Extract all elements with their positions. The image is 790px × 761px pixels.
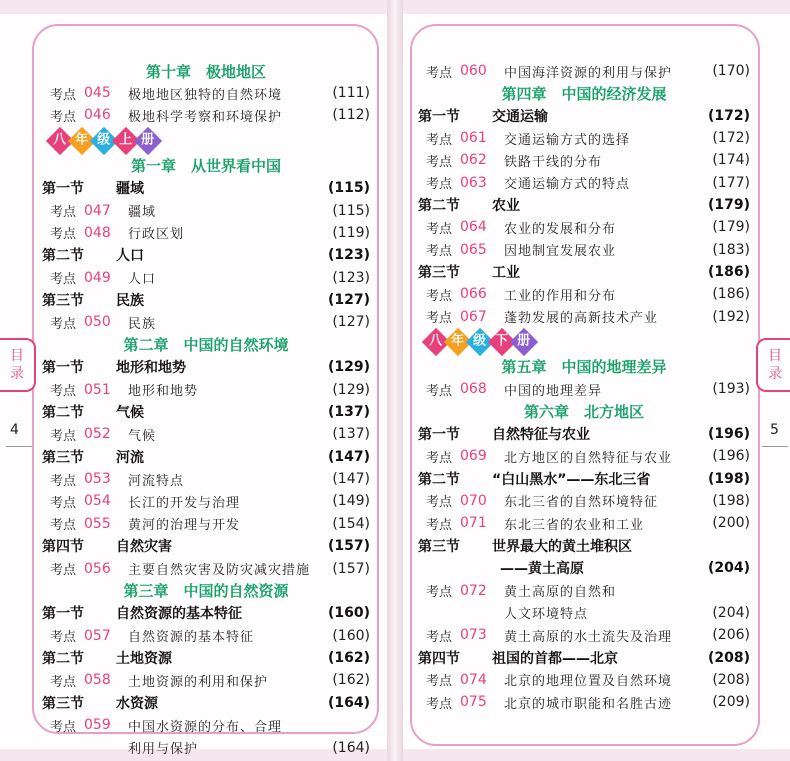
section-number: 第二节 (42, 651, 84, 668)
keypoint-title: 黄河的治理与开发 (128, 518, 241, 534)
keypoint-label: 考点 (426, 311, 453, 327)
keypoint-number: 050 (84, 314, 111, 331)
page-reference: (129) (327, 359, 370, 376)
keypoint-title: 北京的地理位置及自然环境 (504, 674, 673, 690)
toc-keypoint-entry[interactable] (418, 602, 750, 624)
keypoint-title: 黄土高原的水土流失及治理 (504, 629, 673, 645)
section-number: 第四节 (42, 539, 84, 556)
page-reference: (179) (712, 219, 750, 236)
keypoint-title: 农业的发展和分布 (504, 221, 617, 237)
section-number: 第一节 (418, 426, 460, 443)
grade-badge-char: 册 (141, 132, 155, 148)
keypoint-number: 065 (460, 241, 487, 258)
section-number: 第三节 (418, 538, 460, 555)
page-reference: (147) (327, 448, 370, 465)
keypoint-number: 045 (84, 85, 111, 102)
section-number: 第一节 (418, 108, 460, 125)
toc-section-entry[interactable] (418, 534, 750, 557)
grade-volume-badge (50, 129, 370, 153)
folio-rule (762, 446, 788, 447)
toc-keypoint-entry[interactable] (42, 490, 370, 512)
page-reference: (172) (712, 130, 750, 147)
keypoint-label: 考点 (426, 517, 453, 533)
grade-badge-diamond (134, 126, 162, 154)
page-reference: (162) (327, 650, 370, 667)
page-reference: (149) (332, 493, 370, 510)
keypoint-number: 067 (460, 308, 487, 325)
grade-badge-char: 八 (53, 132, 67, 148)
page-reference: (179) (707, 196, 750, 213)
toc-keypoint-entry[interactable] (42, 267, 370, 289)
side-tab-char: 目 (768, 348, 782, 364)
keypoint-label: 考点 (50, 495, 77, 511)
keypoint-label: 考点 (50, 473, 77, 489)
page-reference: (115) (332, 202, 370, 219)
toc-section-entry[interactable] (418, 194, 750, 217)
section-number: 第二节 (418, 471, 460, 488)
keypoint-title: 自然资源的基本特征 (128, 630, 255, 646)
toc-keypoint-entry[interactable] (418, 624, 750, 646)
toc-section-entry[interactable] (42, 692, 370, 715)
keypoint-title: 地形和地势 (128, 384, 199, 400)
chapter-heading: 第一章 从世界看中国 (130, 157, 281, 176)
keypoint-title: 工业的作用和分布 (504, 288, 617, 304)
toc-keypoint-entry[interactable] (42, 82, 370, 104)
grade-badge-char: 级 (97, 132, 111, 148)
keypoint-title: 铁路干线的分布 (504, 154, 603, 170)
keypoint-number: 075 (460, 694, 487, 711)
keypoint-title: 主要自然灾害及防灾减灾措施 (128, 563, 311, 579)
keypoint-label: 考点 (50, 563, 77, 579)
toc-keypoint-entry[interactable] (42, 625, 370, 647)
page-reference: (119) (332, 224, 370, 241)
toc-keypoint-entry[interactable] (418, 445, 750, 467)
book-gutter (387, 0, 403, 761)
right-toc-column (418, 60, 750, 713)
keypoint-title: 人口 (128, 272, 157, 288)
keypoint-label: 考点 (50, 518, 77, 534)
toc-keypoint-entry[interactable] (418, 127, 750, 149)
keypoint-number: 074 (460, 671, 487, 688)
side-tab-char: 录 (768, 366, 782, 382)
keypoint-number: 053 (84, 471, 111, 488)
keypoint-title: 黄土高原的自然和 (504, 585, 617, 601)
section-number: 第二节 (418, 197, 460, 214)
keypoint-number: 057 (84, 627, 111, 644)
page-reference: (174) (712, 152, 750, 169)
toc-section-entry[interactable] (42, 401, 370, 424)
keypoint-label: 考点 (50, 109, 77, 125)
toc-keypoint-entry[interactable] (42, 513, 370, 535)
page-reference: (200) (712, 515, 750, 532)
grade-badge-char: 册 (517, 333, 531, 349)
keypoint-number: 046 (84, 107, 111, 124)
toc-keypoint-entry[interactable] (418, 378, 750, 400)
side-tab-char: 录 (10, 366, 24, 382)
page-reference: (137) (332, 426, 370, 443)
toc-keypoint-entry[interactable] (42, 199, 370, 221)
section-title: 自然灾害 (116, 539, 172, 556)
page-reference: (186) (707, 264, 750, 281)
keypoint-number: 048 (84, 224, 111, 241)
toc-keypoint-entry[interactable] (418, 580, 750, 602)
keypoint-number: 063 (460, 174, 487, 191)
keypoint-label: 考点 (50, 428, 77, 444)
toc-keypoint-entry[interactable] (418, 691, 750, 713)
keypoint-number: 054 (84, 493, 111, 510)
toc-section-entry[interactable] (418, 104, 750, 127)
keypoint-title: 极地地区独特的自然环境 (128, 87, 283, 103)
contents-side-tab-right (756, 338, 790, 392)
page-reference: (160) (332, 627, 370, 644)
keypoint-title: 中国海洋资源的利用与保护 (504, 65, 673, 81)
keypoint-number: 060 (460, 63, 487, 80)
keypoint-number: 047 (84, 202, 111, 219)
section-number: 第一节 (42, 360, 84, 377)
section-number: 第三节 (42, 293, 84, 310)
keypoint-label: 考点 (426, 65, 453, 81)
keypoint-title: 东北三省的自然环境特征 (504, 495, 659, 511)
keypoint-label: 考点 (50, 227, 77, 243)
keypoint-number: 066 (460, 286, 487, 303)
page-reference: (154) (332, 515, 370, 532)
keypoint-label: 考点 (426, 244, 453, 260)
section-title: 气候 (116, 404, 144, 421)
page-reference: (160) (327, 605, 370, 622)
keypoint-title: 长江的开发与治理 (128, 495, 241, 511)
section-title: 水资源 (116, 695, 158, 712)
grade-badge-char: 上 (119, 132, 133, 148)
toc-section-entry[interactable] (418, 467, 750, 490)
section-number: 第四节 (418, 650, 460, 667)
keypoint-number: 071 (460, 515, 487, 532)
section-title: 土地资源 (116, 651, 172, 668)
section-title: “白山黑水”——东北三省 (492, 471, 651, 488)
page-reference: (115) (327, 180, 370, 197)
keypoint-title: 东北三省的农业和工业 (504, 517, 645, 533)
toc-keypoint-entry[interactable] (42, 557, 370, 579)
keypoint-title: 河流特点 (128, 473, 185, 489)
toc-section-entry[interactable] (42, 602, 370, 625)
page-reference: (183) (712, 241, 750, 258)
page-reference: (170) (712, 63, 750, 80)
keypoint-title: 气候 (128, 428, 157, 444)
keypoint-label: 考点 (50, 87, 77, 103)
section-title: 工业 (492, 265, 520, 282)
page-reference: (192) (712, 308, 750, 325)
section-title: 河流 (116, 449, 144, 466)
toc-section-entry[interactable] (42, 177, 370, 200)
toc-section-entry[interactable] (42, 356, 370, 379)
keypoint-title: 北京的城市职能和名胜古迹 (504, 696, 673, 712)
section-number: 第二节 (42, 404, 84, 421)
toc-keypoint-entry[interactable] (418, 149, 750, 171)
left-page-number: 4 (10, 422, 19, 438)
page-reference: (147) (332, 471, 370, 488)
page-reference: (204) (712, 604, 750, 621)
keypoint-title: 北方地区的自然特征与农业 (504, 450, 673, 466)
toc-section-entry[interactable] (42, 535, 370, 558)
toc-keypoint-entry[interactable] (42, 378, 370, 400)
page-reference: (127) (327, 292, 370, 309)
page-reference: (177) (712, 174, 750, 191)
page-reference: (164) (332, 739, 370, 756)
keypoint-label: 考点 (426, 674, 453, 690)
keypoint-label: 考点 (426, 629, 453, 645)
right-page-number: 5 (770, 422, 779, 438)
toc-keypoint-entry[interactable] (42, 468, 370, 490)
page-reference: (123) (327, 247, 370, 264)
page-reference: (193) (712, 381, 750, 398)
grade-volume-badge (426, 330, 750, 354)
page-reference: (162) (332, 672, 370, 689)
keypoint-title: 人文环境特点 (504, 607, 589, 623)
keypoint-number: 070 (460, 492, 487, 509)
page-reference: (157) (332, 560, 370, 577)
keypoint-label: 考点 (50, 205, 77, 221)
keypoint-label: 考点 (426, 288, 453, 304)
keypoint-number: 061 (460, 130, 487, 147)
keypoint-number: 055 (84, 515, 111, 532)
keypoint-label: 考点 (50, 719, 77, 735)
keypoint-label: 考点 (426, 450, 453, 466)
section-title: ——黄土高原 (500, 561, 584, 578)
folio-rule (6, 446, 32, 447)
keypoint-label: 考点 (426, 696, 453, 712)
keypoint-label: 考点 (426, 177, 453, 193)
toc-keypoint-entry[interactable] (42, 736, 370, 758)
keypoint-title: 交通运输方式的特点 (504, 177, 631, 193)
toc-keypoint-entry[interactable] (42, 669, 370, 691)
page-reference: (196) (707, 425, 750, 442)
section-number: 第三节 (42, 695, 84, 712)
toc-section-entry[interactable] (42, 289, 370, 312)
keypoint-label: 考点 (426, 383, 453, 399)
section-title: 民族 (116, 293, 144, 310)
page-reference: (164) (327, 694, 370, 711)
section-title: 疆域 (116, 181, 144, 198)
page-reference: (208) (707, 649, 750, 666)
keypoint-number: 069 (460, 448, 487, 465)
chapter-heading: 第三章 中国的自然资源 (123, 582, 289, 601)
section-number: 第三节 (42, 449, 84, 466)
page-reference: (172) (707, 107, 750, 124)
section-number: 第一节 (42, 181, 84, 198)
page-reference: (112) (332, 107, 370, 124)
keypoint-label: 考点 (50, 630, 77, 646)
page-reference: (196) (712, 448, 750, 465)
section-title: 自然资源的基本特征 (116, 606, 242, 623)
keypoint-number: 049 (84, 269, 111, 286)
keypoint-title: 土地资源的利用和保护 (128, 674, 269, 690)
section-title: 自然特征与农业 (492, 426, 590, 443)
chapter-heading: 第四章 中国的经济发展 (501, 84, 667, 103)
grade-badge-char: 下 (495, 333, 509, 349)
keypoint-number: 062 (460, 152, 487, 169)
keypoint-label: 考点 (426, 154, 453, 170)
keypoint-number: 051 (84, 381, 111, 398)
section-title: 祖国的首都——北京 (492, 650, 618, 667)
page-reference: (123) (332, 269, 370, 286)
chapter-heading: 第五章 中国的地理差异 (501, 358, 667, 377)
toc-section-entry[interactable] (418, 557, 750, 580)
keypoint-title: 因地制宜发展农业 (504, 244, 617, 260)
toc-keypoint-entry[interactable] (418, 283, 750, 305)
grade-badge-char: 年 (75, 132, 89, 148)
keypoint-label: 考点 (50, 384, 77, 400)
toc-keypoint-entry[interactable] (418, 216, 750, 238)
keypoint-title: 利用与保护 (128, 742, 199, 758)
toc-keypoint-entry[interactable] (418, 490, 750, 512)
page-reference: (204) (707, 560, 750, 577)
keypoint-label: 考点 (50, 316, 77, 332)
section-title: 农业 (492, 197, 520, 214)
page-reference: (198) (712, 492, 750, 509)
keypoint-number: 052 (84, 426, 111, 443)
page-reference: (137) (327, 403, 370, 420)
keypoint-title: 疆域 (128, 205, 157, 221)
page-reference: (186) (712, 286, 750, 303)
toc-keypoint-entry[interactable] (418, 60, 750, 82)
keypoint-title: 极地科学考察和环境保护 (128, 109, 283, 125)
side-tab-char: 目 (10, 348, 24, 364)
contents-side-tab-left (0, 338, 36, 392)
section-number: 第二节 (42, 248, 84, 265)
toc-keypoint-entry[interactable] (42, 423, 370, 445)
toc-keypoint-entry[interactable] (418, 171, 750, 193)
section-title: 世界最大的黄土堆积区 (492, 538, 632, 555)
page-reference: (157) (327, 538, 370, 555)
keypoint-title: 中国水资源的分布、合理 (128, 719, 283, 735)
keypoint-label: 考点 (426, 585, 453, 601)
toc-keypoint-entry[interactable] (42, 104, 370, 126)
grade-badge-char: 年 (451, 333, 465, 349)
toc-keypoint-entry[interactable] (42, 222, 370, 244)
chapter-heading: 第六章 北方地区 (523, 402, 644, 421)
keypoint-title: 民族 (128, 316, 157, 332)
page-reference: (208) (712, 671, 750, 688)
keypoint-number: 056 (84, 560, 111, 577)
keypoint-label: 考点 (426, 132, 453, 148)
toc-keypoint-entry[interactable] (418, 306, 750, 328)
page-reference: (198) (707, 470, 750, 487)
keypoint-number: 059 (84, 717, 111, 734)
toc-section-entry[interactable] (42, 647, 370, 670)
grade-badge-diamond (510, 328, 538, 356)
section-title: 地形和地势 (116, 360, 186, 377)
toc-section-entry[interactable] (418, 422, 750, 445)
section-title: 交通运输 (492, 108, 548, 125)
page-reference: (127) (332, 314, 370, 331)
keypoint-number: 064 (460, 219, 487, 236)
toc-keypoint-entry[interactable] (418, 512, 750, 534)
chapter-heading: 第二章 中国的自然环境 (123, 336, 289, 355)
keypoint-title: 交通运输方式的选择 (504, 132, 631, 148)
toc-section-entry[interactable] (418, 261, 750, 284)
keypoint-number: 068 (460, 381, 487, 398)
grade-badge-char: 八 (429, 333, 443, 349)
section-title: 人口 (116, 248, 144, 265)
grade-badge-char: 级 (473, 333, 487, 349)
left-toc-column (42, 60, 370, 759)
section-number: 第三节 (418, 265, 460, 282)
keypoint-label: 考点 (50, 272, 77, 288)
toc-section-entry[interactable] (42, 244, 370, 267)
toc-section-entry[interactable] (42, 446, 370, 469)
keypoint-title: 蓬勃发展的高新技术产业 (504, 311, 659, 327)
toc-keypoint-entry[interactable] (418, 669, 750, 691)
chapter-heading: 第十章 极地地区 (145, 62, 266, 81)
keypoint-label: 考点 (426, 495, 453, 511)
keypoint-title: 行政区划 (128, 227, 185, 243)
section-number: 第一节 (42, 606, 84, 623)
toc-keypoint-entry[interactable] (418, 239, 750, 261)
page-reference: (209) (712, 694, 750, 711)
keypoint-label: 考点 (50, 674, 77, 690)
toc-section-entry[interactable] (418, 646, 750, 669)
toc-keypoint-entry[interactable] (42, 714, 370, 736)
keypoint-title: 中国的地理差异 (504, 383, 603, 399)
page-reference: (206) (712, 627, 750, 644)
keypoint-number: 058 (84, 672, 111, 689)
page-reference: (129) (332, 381, 370, 398)
toc-keypoint-entry[interactable] (42, 311, 370, 333)
keypoint-number: 073 (460, 627, 487, 644)
page-reference: (111) (332, 85, 370, 102)
keypoint-label: 考点 (426, 221, 453, 237)
keypoint-number: 072 (460, 582, 487, 599)
